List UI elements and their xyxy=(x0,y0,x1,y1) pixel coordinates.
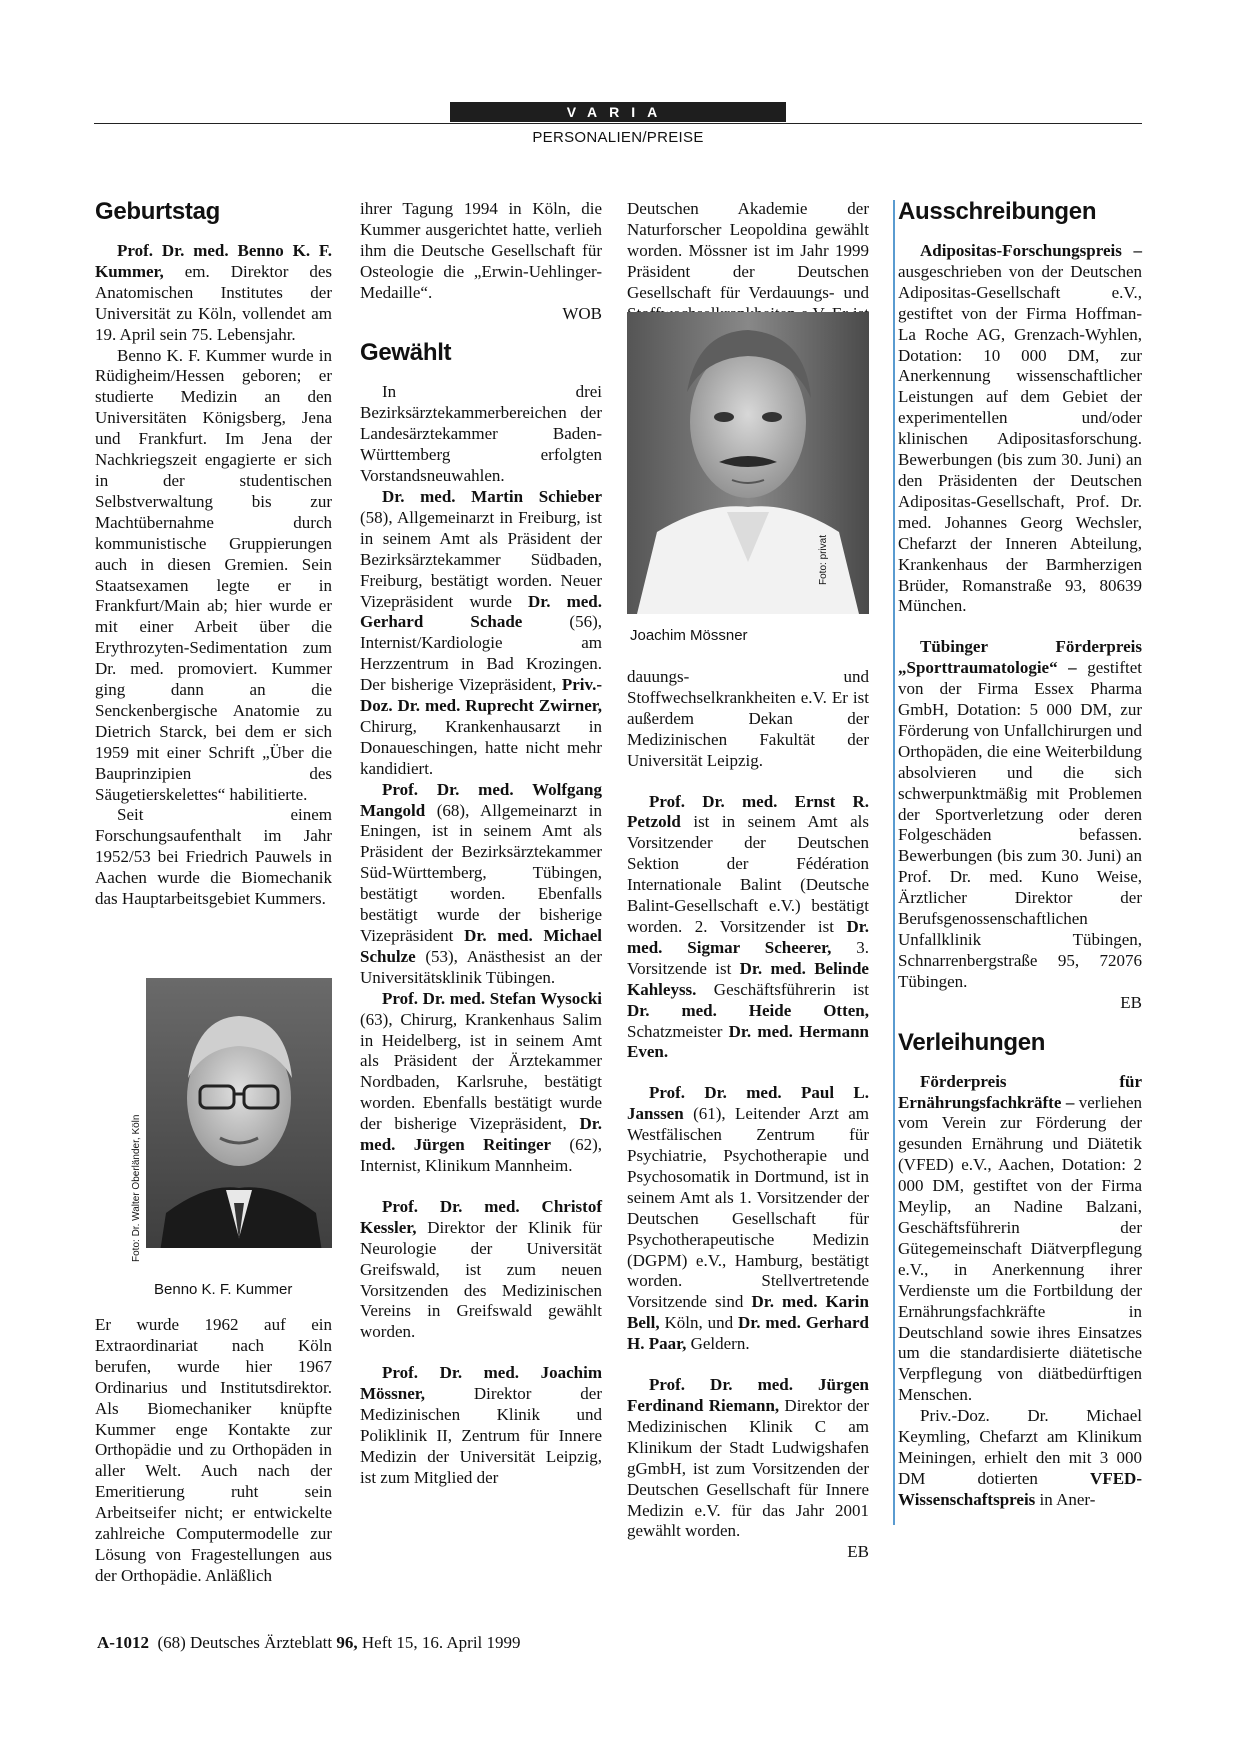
column-3 xyxy=(627,667,869,1563)
paragraph: dauungs- und Stoffwechselkrankheiten e.V. Er ist außerdem Dekan der Medizinischen Fakultät der Universität Leipzig. xyxy=(627,667,869,770)
header-rule xyxy=(94,123,1142,124)
photo-credit: Foto: Dr. Walter Oberländer, Köln xyxy=(131,1114,142,1262)
paragraph: ihrer Tagung 1994 in Köln, die Kummer ausgerichtet hatte, verlieh ihm die Deutsche Gesellschaft für Osteologie die „Erwin-Uehlinger-Medaille“. xyxy=(360,199,602,302)
paragraph: Priv.-Doz. Dr. Michael Keymling, Chefarzt am Klinikum Meiningen, erhielt den mit 3 000 DM dotierten VFED-Wissenschaftspreis in Aner- xyxy=(898,1406,1142,1509)
paragraph: Prof. Dr. med. Joachim Mössner, Direktor der Medizinischen Klinik und Poliklinik II, Zentrum für Innere Medizin der Universität Leipzig, ist zum Mitglied der xyxy=(360,1363,602,1487)
paragraph: Prof. Dr. med. Benno K. F. Kummer, em. Direktor des Anatomischen Institutes der Universität zu Köln, vollendet am 19. April sein 75. Lebensjahr. xyxy=(95,241,332,344)
column-3-top xyxy=(627,199,869,303)
volume-number: 96, xyxy=(336,1633,358,1652)
photo-moessner xyxy=(627,312,869,614)
column-divider xyxy=(893,200,895,1525)
paragraph: Förderpreis für Ernährungsfachkräfte – verliehen vom Verein zur Förderung der gesunden Ernährung und Diätetik (VFED) e.V., Aachen, Dotation: 2 000 DM, gestiftet von der Firma Meylip, an Nadine Balzani, Geschäftsführerin der Gütegemeinschaft Diätverpflegung e.V., in Anerkennung ihrer Verdienste um die Fortbildung der Ernährungsfachkräfte in Deutschland sowie ihres Einsatzes um die standardisierte diätetische Verpflegung von diätbedürftigen Menschen. xyxy=(898,1071,1142,1405)
paragraph: Benno K. F. Kummer wurde in Rüdigheim/Hessen geboren; er studierte Medizin an den Universitäten Königsberg, Jena und Frankfurt. Im Jena der Nachkriegszeit engagierte er sich in der studentischen Selbstverwaltung bis zur Machtübernahme durch kommunistische Gruppierungen auch in diesen Gremien. Sein Staatsexamen legte er in Frankfurt/Main ab; hier wurde er mit einer Arbeit über die Erythrozyten-Sedimentation zum Dr. med. promoviert. Kummer ging dann an die Senckenbergische Anatomie zu Dietrich Starck, bei dem er sich 1959 mit einer Schrift „Über die Bauprinzipien des Säugetierskelettes“ habilitierte. xyxy=(95,345,332,804)
paragraph: Prof. Dr. med. Jürgen Ferdinand Riemann, Direktor der Medizinischen Klinik C am Klinikum der Stadt Ludwigshafen gGmbH, ist zum Vorsitzenden der Deutschen Gesellschaft für Innere Medizin e.V. für das Jahr 2001 gewählt worden. xyxy=(627,1375,869,1541)
paragraph: Er wurde 1962 auf ein Extraordinariat nach Köln berufen, wurde hier 1967 Ordinarius und Institutsdirektor. Als Biomechaniker knüpfte Kummer enge Kontakte zur Orthopädie und zu Orthopäden in aller Welt. Auch nach der Emeritierung ruht sein Arbeitseifer nicht; er entwickelte zahlreiche Computermodelle zur Lösung von Fragestellungen aus der Orthopädie. Anläßlich xyxy=(95,1315,332,1585)
column-2 xyxy=(360,199,602,1489)
section-title: PERSONALIEN/PREISE xyxy=(532,129,704,146)
heading-verleihungen: Verleihungen xyxy=(898,1028,1046,1056)
author-sign: EB xyxy=(1120,992,1142,1012)
paragraph: Deutschen Akademie der Naturforscher Leopoldina gewählt worden. Mössner ist im Jahr 1999 Präsident der Deutschen Gesellschaft für Verdauungs- und xyxy=(627,199,869,302)
paragraph: Prof. Dr. med. Paul L. Janssen (61), Leitender Arzt am Westfälischen Zentrum für Psychiatrie, Psychotherapie und Psychosomatik in Dortmund, ist in seinem Amt als 1. Vorsitzender der Deutschen Gesellschaft für Psychotherapeutische Medizin (DGPM) e.V., Hamburg, bestätigt worden. Stellvertretende Vorsitzende sind Dr. med. Karin Bell, Köln, und Dr. med. Gerhard H. Paar, Geldern. xyxy=(627,1083,869,1354)
heading-gewaehlt: Gewählt xyxy=(360,339,452,367)
paragraph: Dr. med. Martin Schieber (58), Allgemeinarzt in Freiburg, ist in seinem Amt als Präsident der Bezirksärztekammer Südbaden, Freiburg, bestätigt worden. Neuer Vizepräsident wurde Dr. med. Gerhard Schade (56), Internist/Kardiologie am Herzzentrum in Bad Krozingen. Der bisherige Vizepräsident, Priv.-Doz. Dr. med. Ruprecht Zwirner, Chirurg, Krankenhausarzt in Donaueschingen, hatte nicht mehr kandidiert. xyxy=(360,486,602,778)
column-1 xyxy=(95,197,332,910)
person-name: Prof. Dr. med. Benno K. F. Kummer, xyxy=(95,241,332,281)
paragraph: Prof. Dr. med. Stefan Wysocki (63), Chirurg, Krankenhaus Salim in Heidelberg, ist in seinem Amt als Präsident der Ärztekammer Nordbaden, Karlsruhe, bestätigt worden. Ebenfalls bestätigt wurde der bisherige Vizepräsident, Dr. med. Jürgen Reitinger (62), Internist, Klinikum Mannheim. xyxy=(360,988,602,1175)
photo-caption: Benno K. F. Kummer xyxy=(154,1281,293,1298)
paragraph: Tübinger Förderpreis „Sporttraumatologie“ – gestiftet von der Firma Essex Pharma GmbH, Dotation: 5 000 DM, zur Förderung von Unfallchirurgen und Orthopäden, die eine Weiterbildung absolvieren und die sich schwerpunktmäßig mit Problemen der Sportverletzung oder deren Folgeschäden befassen. Bewerbungen (bis zum 30. Juni) an Prof. Dr. med. Kuno Weise, Ärztlicher Direktor der Berufsgenossenschaftlichen Unfallklinik Tübingen, Schnarrenbergstraße 95, 72076 Tübingen. xyxy=(898,637,1143,991)
portrait-image xyxy=(146,978,332,1278)
paragraph: Prof. Dr. med. Wolfgang Mangold (68), Allgemeinarzt in Eningen, ist in seinem Amt als Präsident der Bezirksärztekammer Süd-Württemberg, Tübingen, bestätigt worden. Ebenfalls bestätigt wurde der bisherige Vizepräsident Dr. med. Michael Schulze (53), Anästhesist an der Universitätsklinik Tübingen. xyxy=(360,779,602,987)
paragraph: Prof. Dr. med. Christof Kessler, Direktor der Klinik für Neurologie der Universität Greifswald, ist zum neuen Vorsitzenden des Medizinischen Vereins in Greifswald gewählt worden. xyxy=(360,1196,602,1342)
heading-ausschreibungen: Ausschreibungen xyxy=(898,198,1097,225)
heading-geburtstag: Geburtstag xyxy=(95,198,221,225)
photo-caption: Joachim Mössner xyxy=(630,627,748,644)
page-footer: A-1012 (68) Deutsches Ärzteblatt 96, Heft 15, 16. April 1999 xyxy=(97,1633,521,1652)
author-sign: WOB xyxy=(562,303,602,323)
photo-credit: Foto: privat xyxy=(818,534,829,585)
paragraph: Adipositas-Forschungspreis – ausgeschrieben von der Deutschen Adipositas-Gesellschaft e.V., gestiftet von der Firma Hoffman-La Roche AG, Grenzach-Wyhlen, Dotation: 10 000 DM, zur Anerkennung wissenschaftlicher Leistungen auf dem Gebiet der experimentellen und/oder klinischen Adipositasforschung. Bewerbungen (bis zum 30. Juni) an den Präsidenten der Deutschen Adipositas-Gesellschaft, Prof. Dr. med. Johannes Georg Wechsler, Chefarzt der Inneren Abteilung, Krankenhaus der Barmherzigen Brüder, Romanstraße 93, 80639 München. xyxy=(898,241,1142,616)
column-4 xyxy=(898,197,1142,1511)
paragraph: Seit einem Forschungsaufenthalt im Jahr 1952/53 bei Friedrich Pauwels in Aachen wurde die Biomechanik das Hauptarbeitsgebiet Kummers. xyxy=(95,805,332,909)
page-number: A-1012 xyxy=(97,1633,149,1652)
rubric-bar: VARIA xyxy=(450,102,786,122)
column-1-continued xyxy=(95,1315,332,1587)
portrait-image xyxy=(627,312,869,614)
photo-kummer xyxy=(146,978,332,1278)
author-sign: EB xyxy=(847,1542,869,1562)
paragraph: Prof. Dr. med. Ernst R. Petzold ist in seinem Amt als Vorsitzender der Deutschen Sektion der Fédération Internationale Balint (Deutsche Balint-Gesellschaft e.V.) bestätigt worden. 2. Vorsitzender ist Dr. med. Sigmar Scheerer, 3. Vorsitzende ist Dr. med. Belinde Kahleyss. Geschäftsführerin ist Dr. med. Heide Otten, Schatzmeister Dr. med. Hermann Even. xyxy=(627,791,870,1062)
paragraph: In drei Bezirksärztekammerbereichen der Landesärztekammer Baden-Württemberg erfolgten Vorstandsneuwahlen. xyxy=(360,382,602,486)
